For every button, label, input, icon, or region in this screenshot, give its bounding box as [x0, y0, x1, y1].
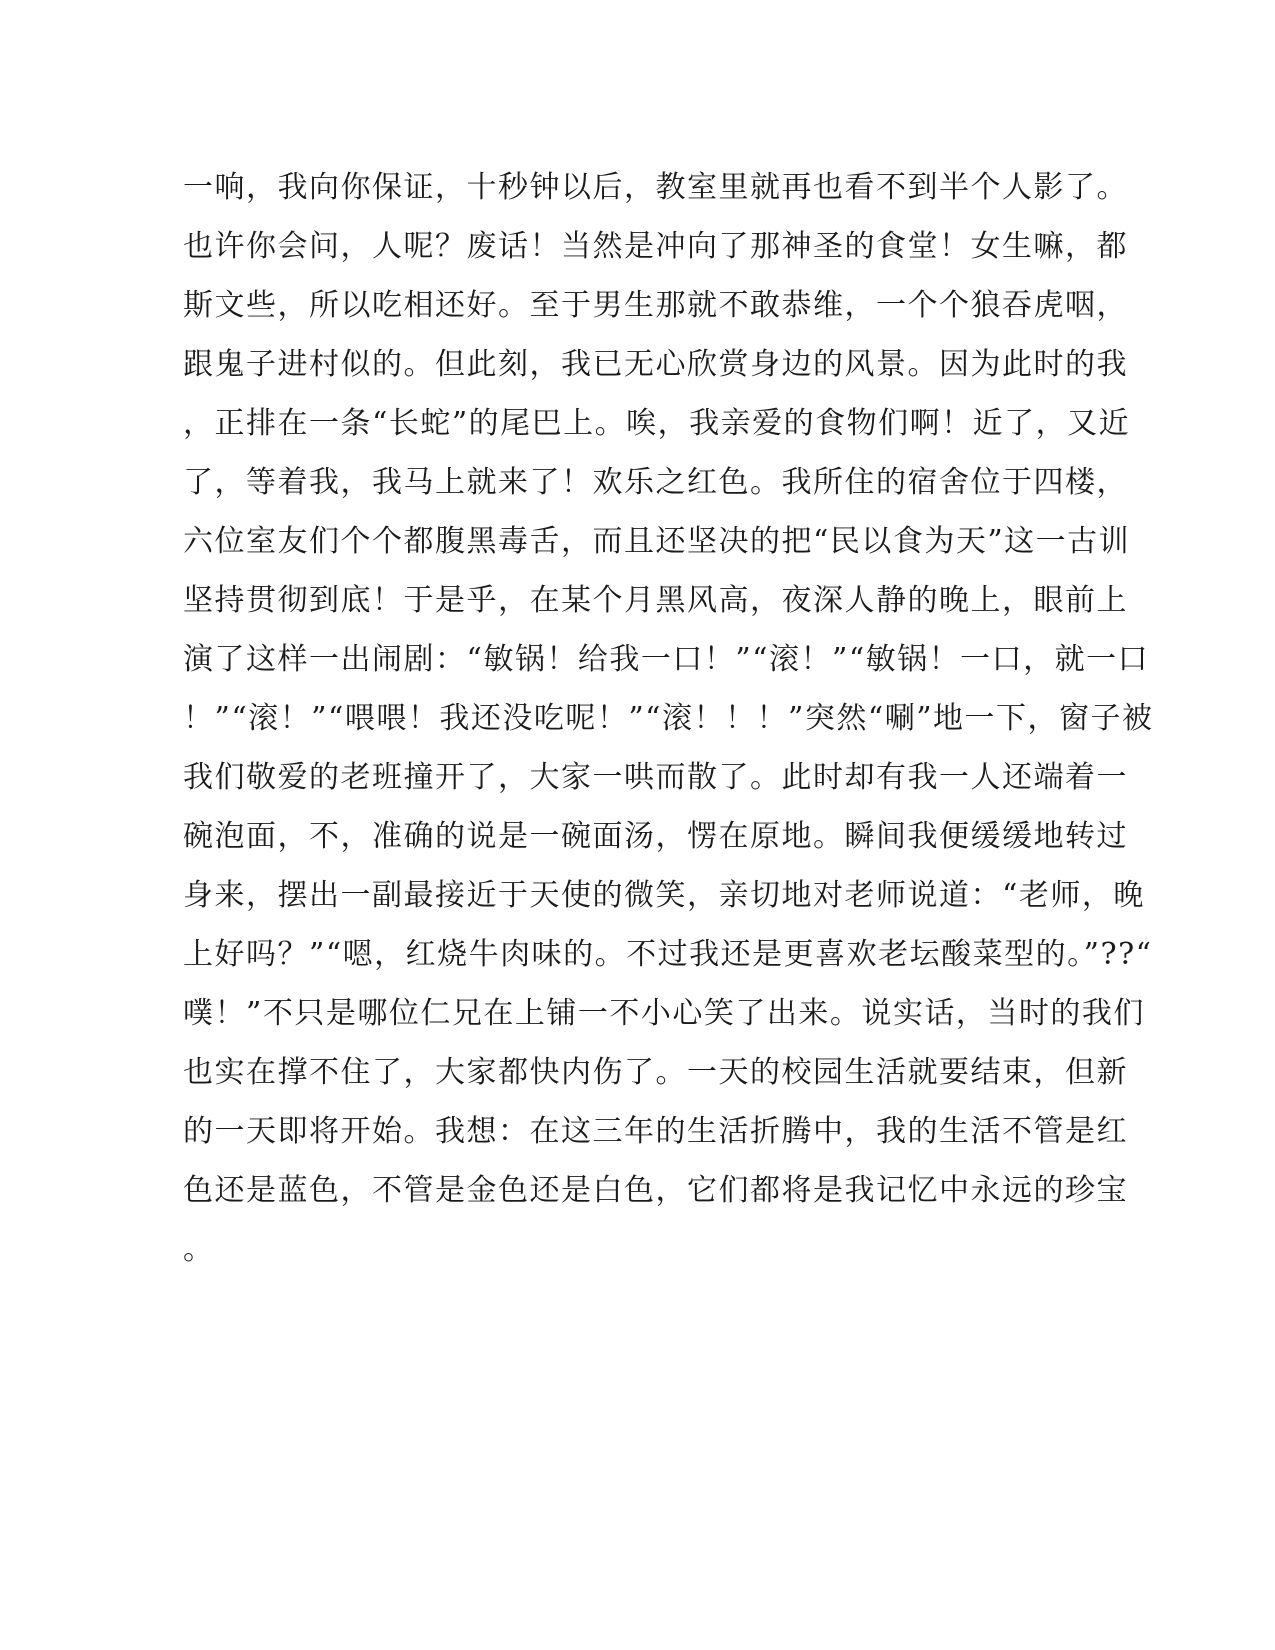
text-line: 上好吗？”“嗯，红烧牛肉味的。不过我还是更喜欢老坛酸菜型的。”??“ [183, 937, 1153, 972]
text-line: 身来，摆出一副最接近于天使的微笑，亲切地对老师说道：“老师，晚 [183, 878, 1145, 913]
text-line: 色还是蓝色，不管是金色还是白色，它们都将是我记忆中永远的珍宝 [183, 1173, 1128, 1208]
text-line: 坚持贯彻到底！于是乎，在某个月黑风高，夜深人静的晚上，眼前上 [183, 583, 1128, 618]
text-line: 演了这样一出闹剧：“敏锅！给我一口！”“滚！”“敏锅！一口，就一口 [183, 642, 1150, 677]
text-line: 跟鬼子进村似的。但此刻，我已无心欣赏身边的风景。因为此时的我 [183, 347, 1128, 382]
text-line: 也许你会问，人呢？废话！当然是冲向了那神圣的食堂！女生嘛，都 [183, 229, 1128, 264]
text-line: 也实在撑不住了，大家都快内伤了。一天的校园生活就要结束，但新 [183, 1055, 1128, 1090]
text-line: 。 [183, 1232, 215, 1267]
text-line: 了，等着我，我马上就来了！欢乐之红色。我所住的宿舍位于四楼， [183, 465, 1128, 500]
text-line: 碗泡面，不，准确的说是一碗面汤，愣在原地。瞬间我便缓缓地转过 [183, 819, 1128, 854]
text-line: 一响，我向你保证，十秒钟以后，教室里就再也看不到半个人影了。 [183, 170, 1128, 205]
text-line: ！”“滚！”“喂喂！我还没吃呢！”“滚！！！”突然“唰”地一下，窗子被 [183, 701, 1154, 736]
text-line: 斯文些，所以吃相还好。至于男生那就不敢恭维，一个个狼吞虎咽， [183, 288, 1128, 323]
text-line: ，正排在一条“长蛇”的尾巴上。唉，我亲爱的食物们啊！近了，又近 [183, 406, 1131, 441]
text-line: 我们敬爱的老班撞开了，大家一哄而散了。此时却有我一人还端着一 [183, 760, 1128, 795]
text-line: 噗！”不只是哪位仁兄在上铺一不小心笑了出来。说实话，当时的我们 [183, 996, 1145, 1031]
text-line: 的一天即将开始。我想：在这三年的生活折腾中，我的生活不管是红 [183, 1114, 1128, 1149]
text-line: 六位室友们个个都腹黑毒舌，而且还坚决的把“民以食为天”这一古训 [183, 524, 1131, 559]
